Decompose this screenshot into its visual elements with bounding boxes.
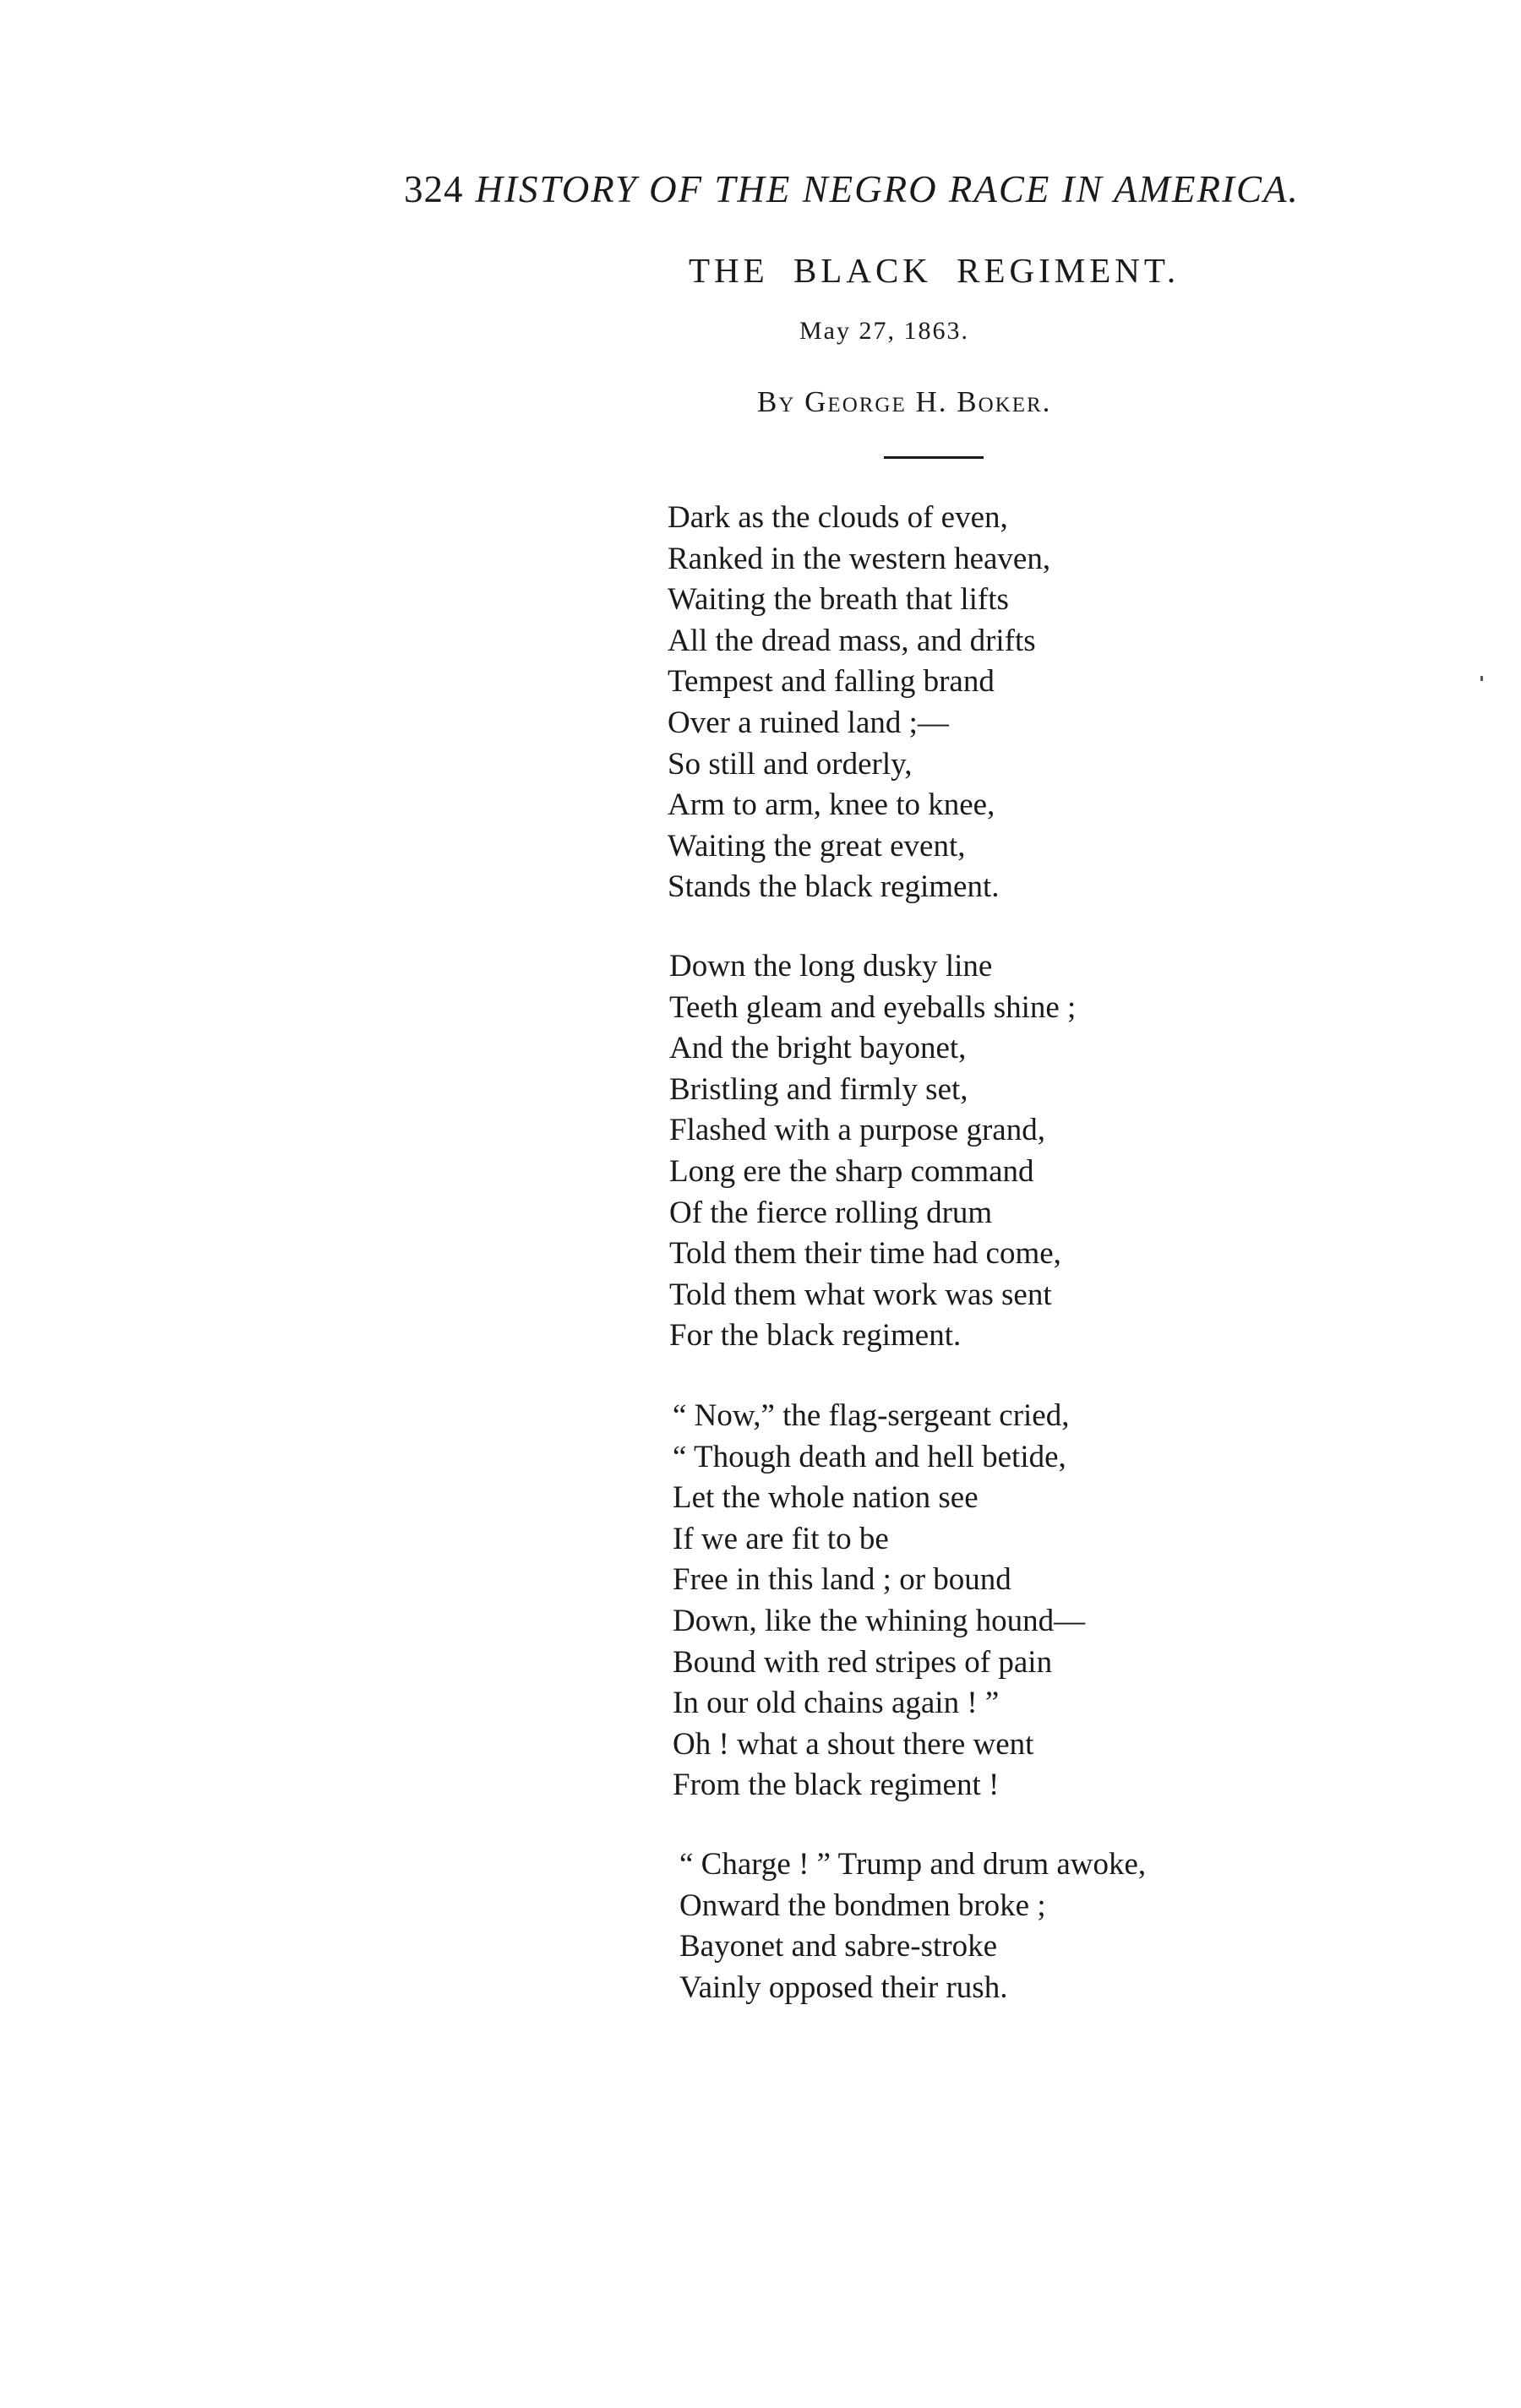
poem-line: Long ere the sharp command xyxy=(669,1153,1034,1189)
stanza-3 xyxy=(673,1396,1085,1806)
poem-line: “ Though death and hell betide, xyxy=(673,1439,1066,1474)
poem-line: Told them what work was sent xyxy=(669,1277,1052,1312)
poem-date: May 27, 1863. xyxy=(799,317,969,345)
poem-line: Down the long dusky line xyxy=(669,949,993,983)
poem-line: Stands the black regiment. xyxy=(668,869,1000,905)
stanza-1 xyxy=(668,498,1050,908)
stanza-2 xyxy=(669,946,1076,1357)
paper-speck xyxy=(1480,676,1483,681)
poem-line: And the bright bayonet, xyxy=(669,1031,967,1066)
poem-line: Told them their time had come, xyxy=(669,1236,1061,1272)
poem-line: Waiting the breath that lifts xyxy=(668,582,1009,618)
poem-line: All the dread mass, and drifts xyxy=(668,623,1036,658)
book-title: HISTORY OF THE NEGRO RACE IN AMERICA. xyxy=(475,168,1300,210)
poem-line: If we are fit to be xyxy=(673,1521,889,1556)
poem-line: Bristling and firmly set, xyxy=(669,1071,968,1107)
poem-line: Dark as the clouds of even, xyxy=(668,500,1008,535)
poem-line: “ Now,” the flag-sergeant cried, xyxy=(673,1398,1070,1433)
poem-line: Free in this land ; or bound xyxy=(673,1562,1011,1598)
poem-line: “ Charge ! ” Trump and drum awoke, xyxy=(679,1847,1147,1882)
poem-line: Ranked in the western heaven, xyxy=(668,541,1051,576)
stanza-4 xyxy=(679,1844,1146,2008)
section-divider xyxy=(884,456,984,459)
poem-line: Tempest and falling brand xyxy=(668,664,995,700)
poem-line: Bayonet and sabre-stroke xyxy=(679,1929,998,1964)
poem-line: Arm to arm, knee to knee, xyxy=(668,787,995,823)
page-number: 324 xyxy=(404,168,464,210)
poem-line: In our old chains again ! ” xyxy=(673,1686,1000,1721)
poem-line: Waiting the great event, xyxy=(668,828,966,864)
poem-author: By George H. Boker. xyxy=(757,385,1052,418)
poem-line: Flashed with a purpose grand, xyxy=(669,1113,1045,1148)
poem-line: Down, like the whining hound— xyxy=(673,1603,1086,1638)
poem-line: Onward the bondmen broke ; xyxy=(679,1888,1046,1923)
poem-line: So still and orderly, xyxy=(668,746,913,782)
poem-line: Bound with red stripes of pain xyxy=(673,1644,1053,1680)
poem-line: Oh ! what a shout there went xyxy=(673,1726,1034,1762)
poem-line: From the black regiment ! xyxy=(673,1768,1000,1803)
poem-line: Teeth gleam and eyeballs shine ; xyxy=(669,989,1077,1025)
running-head xyxy=(404,167,1300,211)
poem-line: Of the fierce rolling drum xyxy=(669,1195,993,1230)
poem-title: THE BLACK REGIMENT. xyxy=(689,251,1180,290)
poem-line: Vainly opposed their rush. xyxy=(679,1969,1008,2005)
poem-line: Over a ruined land ;— xyxy=(668,705,949,740)
poem-line: For the black regiment. xyxy=(669,1318,962,1354)
poem-line: Let the whole nation see xyxy=(673,1480,979,1516)
